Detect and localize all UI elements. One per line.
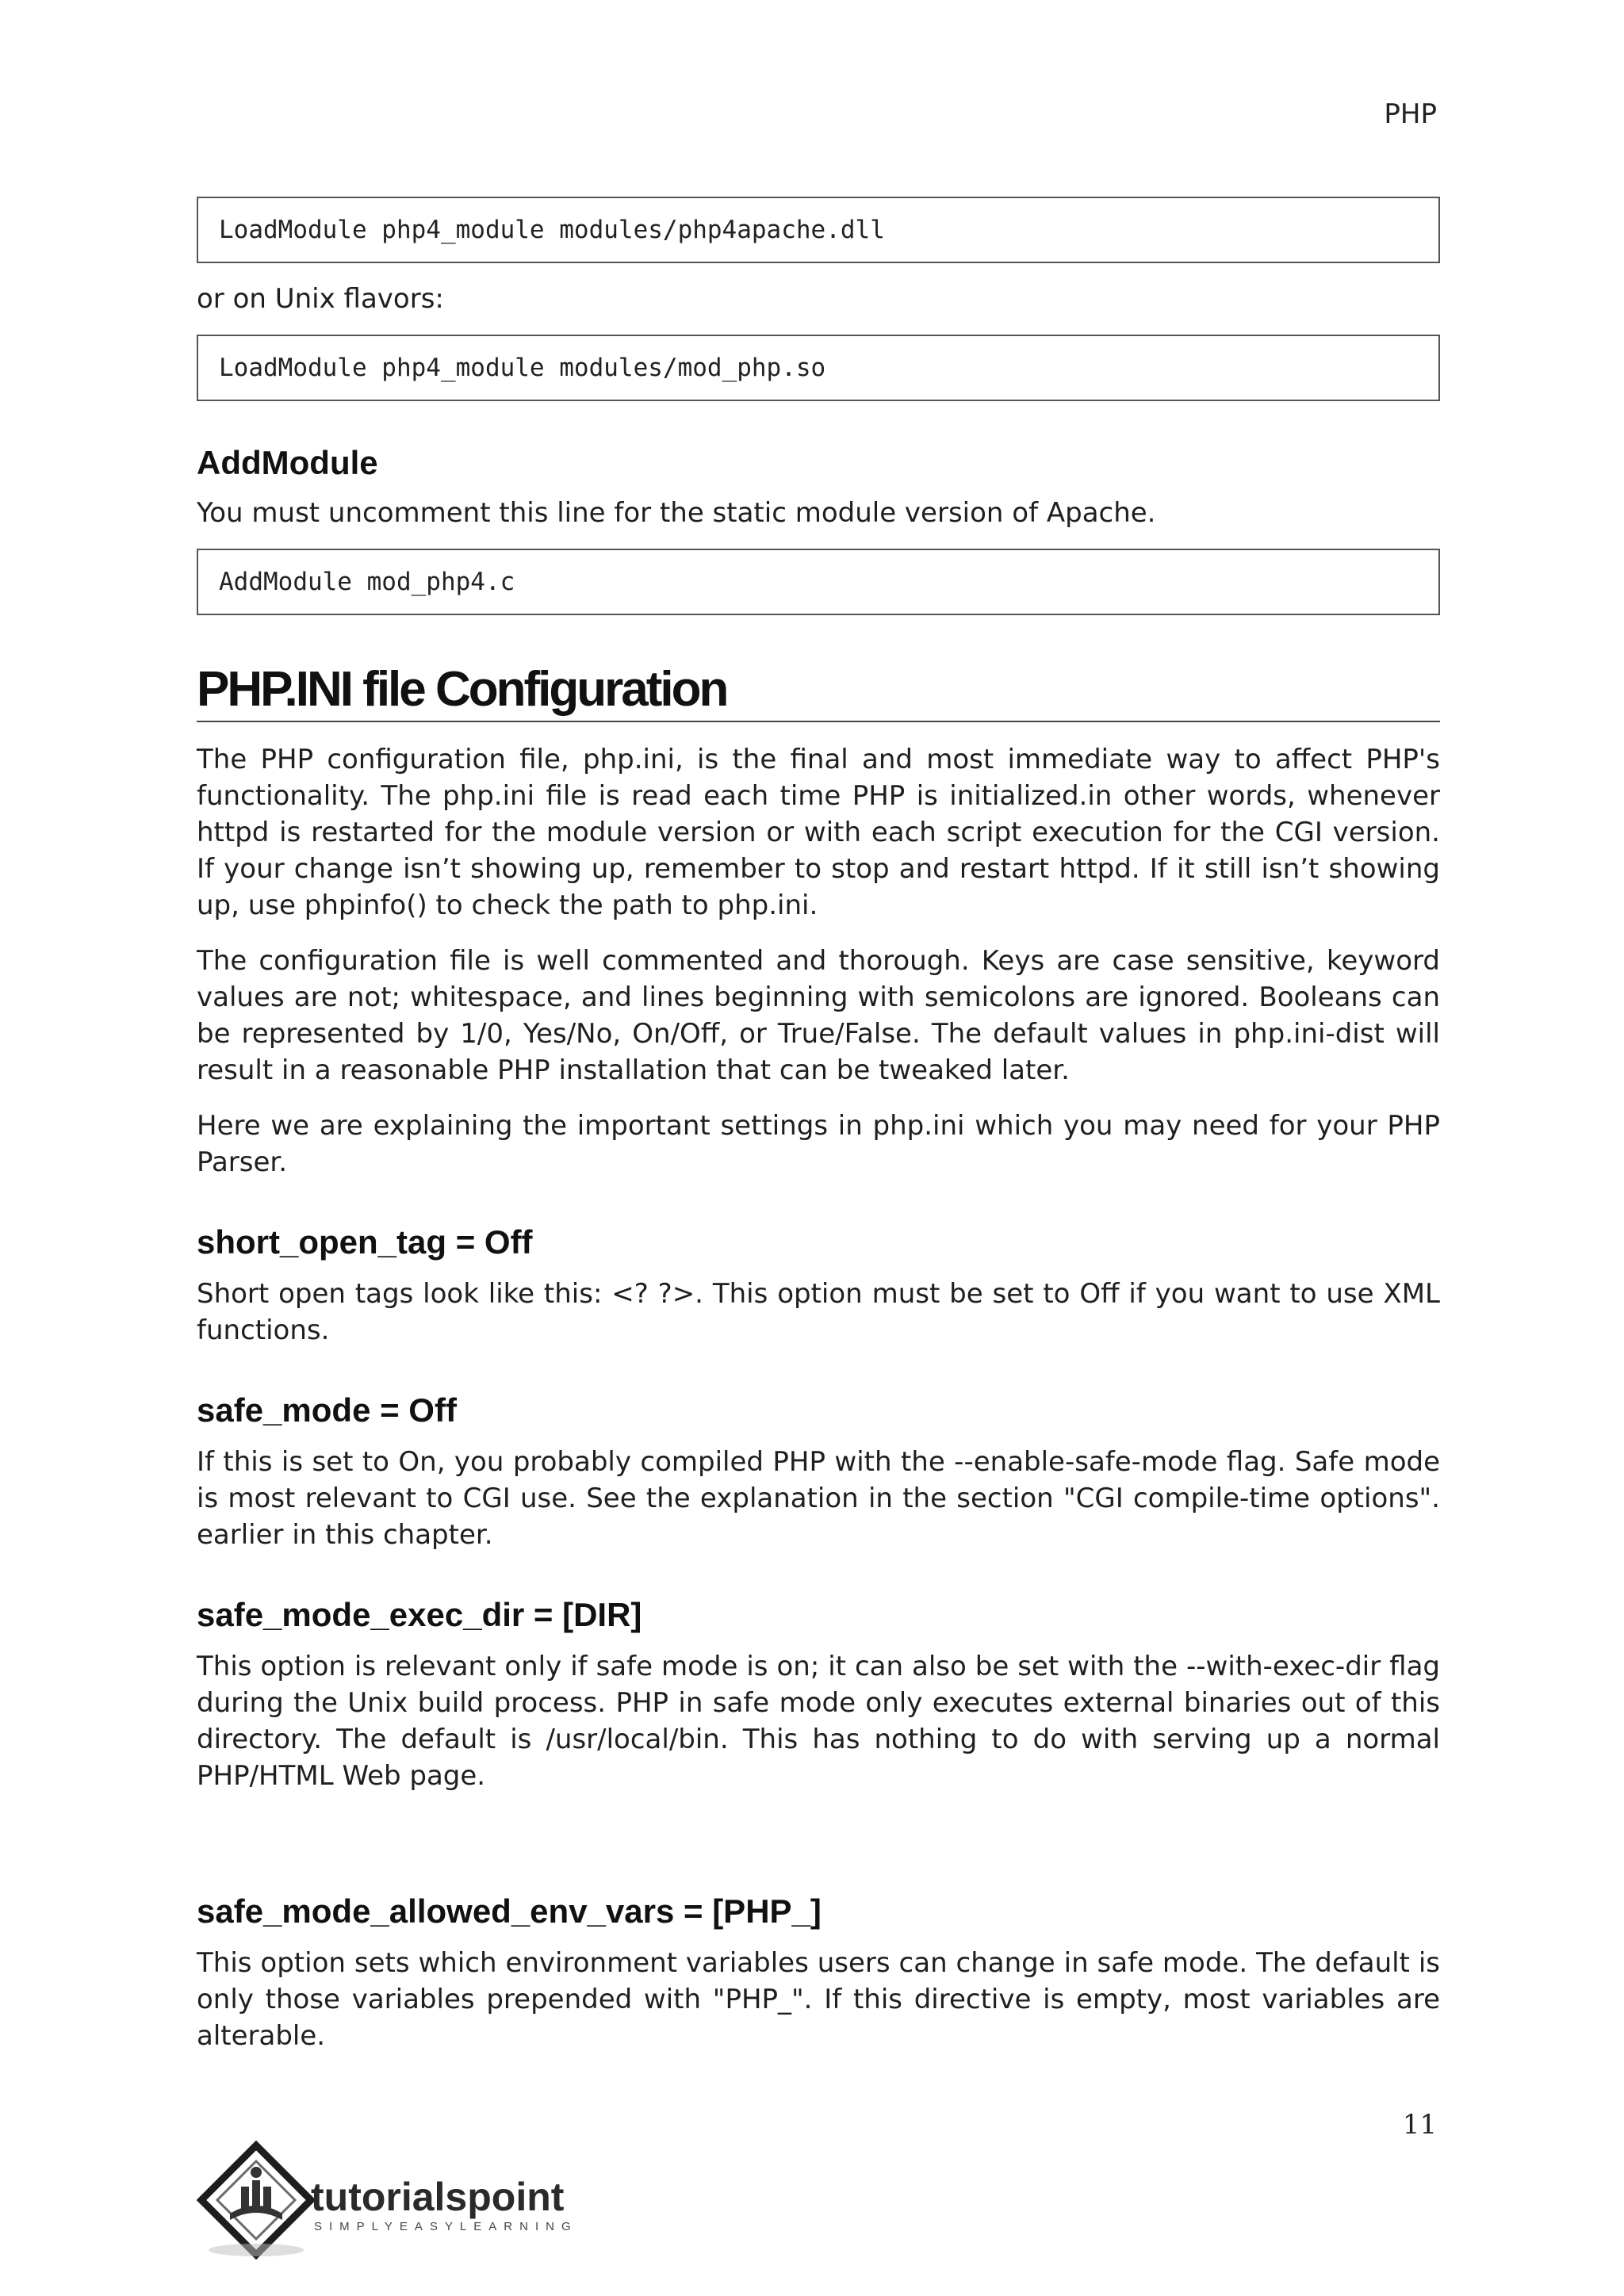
paragraph: If this is set to On, you probably compiled PHP with the --enable-safe-mode flag. Safe mode is most relevant to CGI use. See the explanation in the section "CGI compile-time options". earlier in this chapter. [197,1446,1440,1551]
paragraph: The configuration file is well commented and thorough. Keys are case sensitive, keyword values are not; whitespace, and lines beginning with semicolons are ignored. Booleans can be represented by 1/0, Yes/No, On/Off, or True/False. The default values in php.ini-dist will result in a reasonable PHP installation that can be tweaked later. [197,945,1440,1086]
page-content [197,197,1440,2054]
paragraph: This option sets which environment variables users can change in safe mode. The default is only those variables prepended with "PHP_". If this directive is empty, most variables are alterable. [197,1947,1440,2052]
paragraph: This option is relevant only if safe mode is on; it can also be set with the --with-exec-dir flag during the Unix build process. PHP in safe mode only executes external binaries out of this directory. The default is /usr/local/bin. This has nothing to do with serving up a normal PHP/HTML Web page. [197,1651,1440,1792]
logo-tagline: SIMPLYEASYLEARNING [314,2220,578,2233]
code-block [197,549,1440,615]
paragraph: Here we are explaining the important settings in php.ini which you may need for your PHP Parser. [197,1110,1440,1178]
section-heading: safe_mode_allowed_env_vars = [PHP_] [197,1892,822,1930]
logo-wordmark: tutorialspoint [311,2175,565,2219]
paragraph: You must uncomment this line for the static module version of Apache. [197,497,1156,529]
running-header: PHP [1384,98,1437,130]
code-line: LoadModule php4_module modules/mod_php.so [219,354,826,382]
paragraph: or on Unix flavors: [197,283,444,315]
section-heading: AddModule [197,444,378,481]
code-line: LoadModule php4_module modules/php4apache.dll [219,216,885,244]
paragraph: The PHP configuration file, php.ini, is the final and most immediate way to affect PHP's functionality. The php.ini file is read each time PHP is initialized.in other words, whenever httpd is restarted for the module version or with each script execution for the CGI version. If your change isn’t showing up, remember to stop and restart httpd. If it still isn’t showing up, use phpinfo() to check the path to php.ini. [197,744,1440,921]
paragraph: Short open tags look like this: <? ?>. This option must be set to Off if you want to use XML functions. [197,1278,1440,1346]
code-line: AddModule mod_php4.c [219,568,515,596]
section-heading: safe_mode = Off [197,1391,457,1429]
section-heading: safe_mode_exec_dir = [DIR] [197,1596,642,1633]
section-heading: short_open_tag = Off [197,1223,533,1261]
logo-diamond-icon [197,2141,316,2260]
page-number: 11 [1402,2109,1437,2141]
tutorialspoint-logo [197,2141,609,2260]
code-block [197,197,1440,263]
code-block [197,335,1440,401]
chapter-section-title: PHP.INI file Configuration [197,661,1440,722]
